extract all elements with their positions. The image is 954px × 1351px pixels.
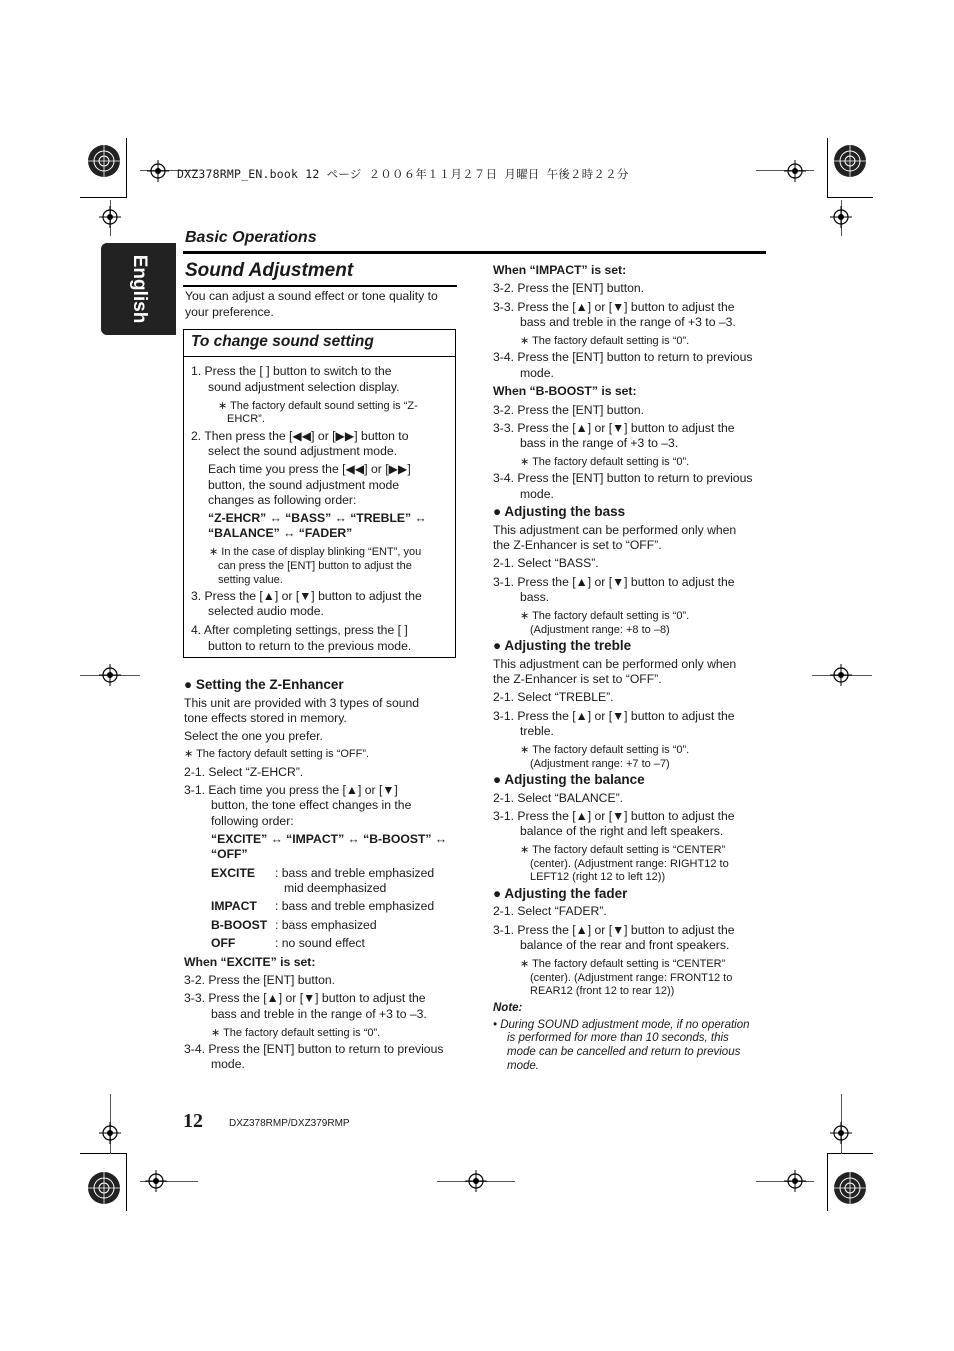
mode-name: OFF (211, 936, 236, 950)
mode-name: IMPACT (211, 899, 257, 913)
note-line: ∗ The factory default setting is “CENTER” (520, 844, 726, 856)
box-line: Each time you press the [◀◀] or [▶▶] (208, 462, 411, 476)
note-line: ∗ The factory default setting is “0”. (211, 1027, 381, 1039)
body-line: 2-1. Select “Z-EHCR”. (184, 765, 304, 779)
registration-target-icon (86, 1170, 122, 1206)
body-line: bass. (520, 590, 550, 604)
crosshair-icon (99, 206, 121, 228)
registration-target-icon (832, 1170, 868, 1206)
body-line: treble. (520, 724, 554, 738)
crosshair-icon (145, 1170, 167, 1192)
note-line: (Adjustment range: +7 to –7) (530, 758, 670, 770)
note-line: mode. (507, 1060, 539, 1072)
intro-text: You can adjust a sound effect or tone quality to your preference. (185, 289, 438, 319)
note-line: ∗ The factory default setting is “0”. (520, 744, 690, 756)
body-line: This unit are provided with 3 types of sound (184, 696, 420, 710)
sub-heading: When “EXCITE” is set: (184, 955, 316, 969)
body-line: mode. (211, 1057, 245, 1071)
box-line: setting value. (218, 574, 283, 586)
body-line: 3-4. Press the [ENT] button to return to previous (493, 350, 753, 364)
note-line: is performed for more than 10 seconds, this (507, 1032, 729, 1044)
box-line: 3. Press the [▲] or [▼] button to adjust the (191, 589, 422, 603)
body-line: balance of the right and left speakers. (520, 824, 724, 838)
box-line: ∗ The factory default sound setting is “Z- (218, 400, 418, 412)
body-line: tone effects stored in memory. (184, 711, 347, 725)
body-line: the Z-Enhancer is set to “OFF”. (493, 538, 662, 552)
box-line: 2. Then press the [◀◀] or [▶▶] button to (191, 429, 409, 443)
body-line: 3-2. Press the [ENT] button. (493, 403, 645, 417)
crosshair-icon (784, 1170, 806, 1192)
body-line: 3-2. Press the [ENT] button. (184, 973, 336, 987)
note-line: (center). (Adjustment range: FRONT12 to (530, 972, 733, 984)
registration-target-icon (86, 143, 122, 179)
registration-target-icon (832, 143, 868, 179)
box-line: changes as following order: (208, 493, 357, 507)
body-line: 3-1. Press the [▲] or [▼] button to adjust the (493, 575, 735, 589)
body-line: 3-4. Press the [ENT] button to return to previous (493, 471, 753, 485)
box-line: ∗ In the case of display blinking “ENT”, you (209, 546, 422, 558)
box-line: “Z-EHCR” ↔ “BASS” ↔ “TREBLE” ↔ (208, 511, 427, 525)
mode-name: EXCITE (211, 866, 256, 880)
body-line: 3-1. Press the [▲] or [▼] button to adjust the (493, 923, 735, 937)
box-line: sound adjustment selection display. (208, 380, 400, 394)
body-line: 3-4. Press the [ENT] button to return to previous (184, 1042, 444, 1056)
page-number: 12 (183, 1110, 203, 1132)
body-line: 2-1. Select “BALANCE”. (493, 791, 624, 805)
body-line: 3-3. Press the [▲] or [▼] button to adjust the (184, 991, 426, 1005)
note-line: ∗ The factory default setting is “OFF”. (184, 748, 370, 760)
box-line: selected audio mode. (208, 604, 324, 618)
note-heading: Note: (493, 1002, 523, 1014)
note-line: LEFT12 (right 12 to left 12)) (530, 871, 666, 883)
body-line: 2-1. Select “BASS”. (493, 556, 599, 570)
box-title: To change sound setting (184, 330, 455, 357)
title-rule (183, 285, 457, 287)
body-line: bass and treble in the range of +3 to –3. (520, 315, 736, 329)
box-line: EHCR”. (227, 413, 265, 425)
mode-name: B-BOOST (211, 918, 268, 932)
header-rule (183, 251, 766, 254)
crosshair-icon (830, 206, 852, 228)
body-line: “EXCITE” ↔ “IMPACT” ↔ “B-BOOST” ↔ (211, 832, 448, 846)
mode-desc: : bass and treble emphasized (275, 899, 435, 913)
mode-desc: : no sound effect (275, 936, 365, 950)
box-line: can press the [ENT] button to adjust the (218, 560, 412, 572)
page-title: Sound Adjustment (185, 260, 354, 281)
mode-desc: : bass emphasized (275, 918, 377, 932)
box-line: “BALANCE” ↔ “FADER” (208, 526, 353, 540)
language-tab-label: English (128, 254, 150, 324)
note-line: ∗ The factory default setting is “0”. (520, 335, 690, 347)
note-line: ∗ The factory default setting is “CENTER” (520, 958, 726, 970)
crosshair-icon (784, 160, 806, 182)
heading-balance: ● Adjusting the balance (493, 772, 645, 787)
body-line: This adjustment can be performed only when (493, 657, 737, 671)
note-line: (Adjustment range: +8 to –8) (530, 624, 670, 636)
language-tab (101, 243, 176, 335)
note-line: REAR12 (front 12 to rear 12)) (530, 985, 675, 997)
body-line: 3-1. Press the [▲] or [▼] button to adjust the (493, 809, 735, 823)
body-line: 2-1. Select “TREBLE”. (493, 690, 614, 704)
body-line: 3-3. Press the [▲] or [▼] button to adjust the (493, 421, 735, 435)
heading-bass: ● Adjusting the bass (493, 504, 626, 519)
crosshair-icon (465, 1170, 487, 1192)
note-line: • During SOUND adjustment mode, if no operation (493, 1019, 750, 1031)
note-line: (center). (Adjustment range: RIGHT12 to (530, 858, 729, 870)
crosshair-icon (830, 664, 852, 686)
box-line: button, the sound adjustment mode (208, 478, 400, 492)
body-line: mode. (520, 366, 554, 380)
heading-fader: ● Adjusting the fader (493, 886, 628, 901)
model-number: DXZ378RMP/DXZ379RMP (229, 1118, 350, 1129)
note-line: mode can be cancelled and return to previous (507, 1046, 741, 1058)
body-line: bass in the range of +3 to –3. (520, 436, 679, 450)
section-header: Basic Operations (185, 229, 317, 246)
crosshair-icon (147, 160, 169, 182)
note-line: ∗ The factory default setting is “0”. (520, 456, 690, 468)
body-line: balance of the rear and front speakers. (520, 938, 730, 952)
body-line: the Z-Enhancer is set to “OFF”. (493, 672, 662, 686)
note-line: ∗ The factory default setting is “0”. (520, 610, 690, 622)
body-line: 3-1. Press the [▲] or [▼] button to adjust the (493, 709, 735, 723)
body-line: This adjustment can be performed only when (493, 523, 737, 537)
crosshair-icon (99, 1122, 121, 1144)
body-line: 3-3. Press the [▲] or [▼] button to adjust the (493, 300, 735, 314)
sub-heading: When “B-BOOST” is set: (493, 384, 637, 398)
body-line: mode. (520, 487, 554, 501)
box-line: select the sound adjustment mode. (208, 444, 398, 458)
print-header: DXZ378RMP_EN.book 12 ページ ２００６年１１月２７日 月曜日 午後２時２２分 (177, 167, 629, 181)
box-line: 1. Press the [ ] button to switch to the (191, 364, 392, 378)
heading-treble: ● Adjusting the treble (493, 638, 632, 653)
mode-desc: mid deemphasized (284, 881, 387, 895)
body-line: bass and treble in the range of +3 to –3. (211, 1007, 427, 1021)
heading-z-enhancer: ● Setting the Z-Enhancer (184, 677, 344, 692)
sub-heading: When “IMPACT” is set: (493, 263, 627, 277)
body-line: button, the tone effect changes in the (211, 798, 412, 812)
crosshair-icon (99, 664, 121, 686)
body-line: “OFF” (211, 847, 248, 861)
box-line: 4. After completing settings, press the [ ] (191, 623, 408, 637)
mode-desc: : bass and treble emphasized (275, 866, 435, 880)
body-line: Select the one you prefer. (184, 729, 323, 743)
box-line: button to return to the previous mode. (208, 639, 412, 653)
body-line: 2-1. Select “FADER”. (493, 904, 607, 918)
body-line: 3-1. Each time you press the [▲] or [▼] (184, 783, 398, 797)
crosshair-icon (830, 1122, 852, 1144)
body-line: following order: (211, 814, 294, 828)
body-line: 3-2. Press the [ENT] button. (493, 281, 645, 295)
